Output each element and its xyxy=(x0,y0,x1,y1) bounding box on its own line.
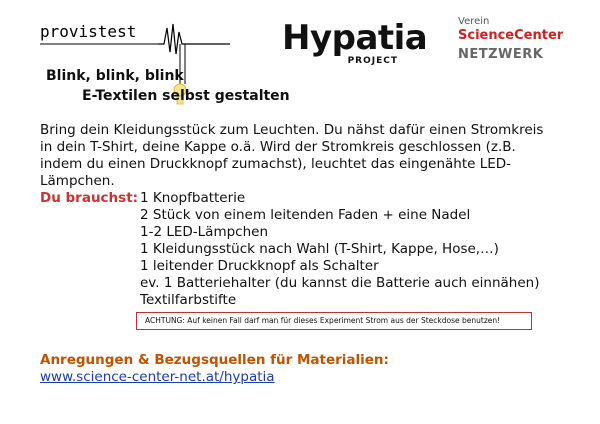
materials-item: 2 Stück von einem leitenden Faden + eine Nadel xyxy=(140,207,471,223)
provistest-wordmark: provistest xyxy=(40,22,137,41)
resources-link[interactable]: www.science-center-net.at/hypatia xyxy=(40,369,275,385)
materials-item: ev. 1 Batteriehalter (du kannst die Batterie auch einnähen) xyxy=(140,275,540,291)
materials-item: 1 Kleidungsstück nach Wahl (T-Shirt, Kappe, Hose,…) xyxy=(140,241,499,257)
materials-label: Du brauchst: xyxy=(40,190,139,206)
hypatia-word: Hypatia xyxy=(282,18,428,58)
description-paragraph: Bring dein Kleidungsstück zum Leuchten. Du nähst dafür einen Stromkreis in dein T-Shirt, deine Kappe o.ä. Wird der Stromkreis geschlossen (z.B. indem du einen Druckknopf zumachst), leuchtet das eingenähte LED-Lämpchen. xyxy=(40,122,544,189)
materials-item: 1 leitender Druckknopf als Schalter xyxy=(140,258,379,274)
warning-box: ACHTUNG: Auf keinen Fall darf man für dieses Experiment Strom aus der Steckdose benutzen! xyxy=(136,312,532,330)
scn-netzwerk: NETZWERK xyxy=(458,47,544,62)
page-title-line2: E-Textilen selbst gestalten xyxy=(82,88,290,104)
materials-list xyxy=(140,190,560,309)
materials-item: Textilfarbstifte xyxy=(140,292,237,308)
materials-item: 1-2 LED-Lämpchen xyxy=(140,224,269,240)
scn-sciencecenter: ScienceCenter xyxy=(458,28,564,43)
sciencecenter-netzwerk-logo xyxy=(458,16,578,62)
materials-item: 1 Knopfbatterie xyxy=(140,190,246,206)
hypatia-sub: PROJECT xyxy=(347,56,398,66)
page-title-line1: Blink, blink, blink xyxy=(46,68,184,84)
scn-verein: Verein xyxy=(458,16,490,27)
resources-title: Anregungen & Bezugsquellen für Materialien: xyxy=(40,352,389,368)
hypatia-project-logo xyxy=(282,18,428,66)
